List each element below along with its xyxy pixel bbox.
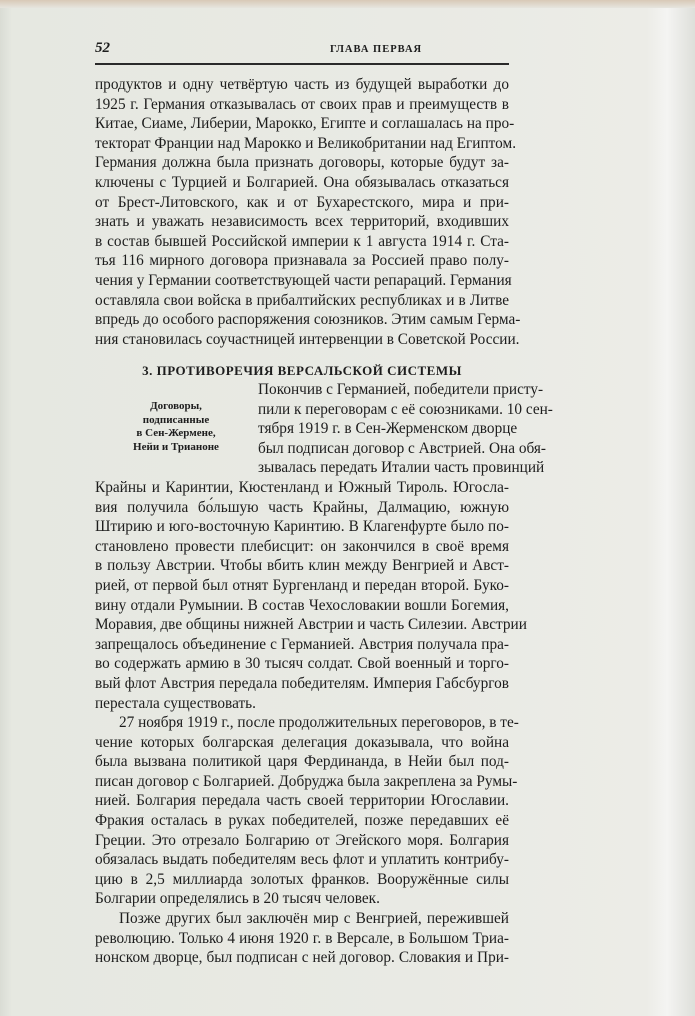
text-line: Фракия осталась в руках победителей, позже передавших её	[95, 811, 509, 829]
page-number: 52	[95, 40, 110, 56]
text-line: Греции. Это отрезало Болгарию от Эгейского моря. Болгария	[95, 831, 509, 849]
paragraph-block-4	[95, 909, 509, 968]
text-line: вия получила бо́льшую часть Крайны, Далмацию, южную	[95, 498, 509, 516]
text-line: становлено провести плебисцит: он закончился в своё время	[95, 537, 509, 555]
text-line: писан договор с Болгарией. Добруджа была закреплена за Румы-	[95, 772, 518, 790]
text-line: зывалась передать Италии часть провинций	[258, 459, 545, 477]
text-line: 1925 г. Германия отказывалась от своих прав и преимуществ в	[95, 95, 509, 113]
paragraph-block-2-narrow	[258, 380, 553, 478]
text-line: тья 116 мирного договора признавала за Россией право полу-	[95, 252, 509, 270]
text-line: в состав бывшей Российской империи к 1 августа 1914 г. Ста-	[95, 232, 509, 250]
text-line: перестала существовать.	[95, 694, 256, 712]
running-head: ГЛАВА ПЕРВАЯ	[330, 44, 423, 55]
text-line: ния становилась соучастницей интервенции в Советской России.	[95, 330, 520, 348]
text-line: вину отдали Румынии. В состав Чехословакии вошли Богемия,	[95, 596, 509, 614]
text-line: Китае, Сиаме, Либерии, Марокко, Египте и соглашалась на про-	[95, 115, 515, 133]
text-line: пили к переговорам с её союзниками. 10 сен-	[258, 400, 553, 418]
text-line: ключены с Турцией и Болгарией. Она обязывалась отказаться	[95, 173, 509, 191]
page-top-edge	[0, 0, 695, 8]
text-line: Позже других был заключён мир с Венгрией, пережившей	[119, 910, 509, 927]
text-line: текторат Франции над Марокко и Великобритании над Египтом.	[95, 134, 517, 152]
paragraph-block-2	[95, 478, 527, 713]
text-line: Болгарии определялись в 20 тысяч человек.	[95, 890, 380, 908]
text-line: чения у Германии соответствующей части репараций. Германия	[95, 271, 512, 289]
margin-note-line: в Сен-Жермене,	[136, 427, 216, 439]
text-line: впредь до особого распоряжения союзников. Этим самым Герма-	[95, 311, 521, 329]
text-line: рией, от первой был отнят Бургенланд и передан второй. Буко-	[95, 576, 509, 594]
paragraph-block-3	[95, 713, 519, 909]
paragraph-block-1	[95, 75, 521, 349]
text-line: нией. Болгария передала часть своей территории Югославии.	[95, 792, 509, 810]
text-line: Крайны и Каринтии, Кюстенланд и Южный Тироль. Югосла-	[95, 479, 509, 496]
margin-note-line: Нейи и Трианоне	[133, 440, 219, 453]
text-line: продуктов и одну четвёртую часть из будущей выработки до	[95, 76, 509, 93]
text-line: от Брест-Литовского, как и от Бухарестского, мира и при-	[95, 193, 509, 211]
text-line: была вызвана политикой царя Фердинанда, в Нейи был под-	[95, 753, 509, 771]
text-line: Германия должна была признать договоры, которые будут за-	[95, 154, 509, 172]
text-line: знать и уважать независимость всех территорий, входивших	[95, 213, 509, 231]
text-line: во содержать армию в 30 тысяч солдат. Свой военный и торго-	[95, 655, 509, 673]
margin-note-line: Договоры,	[150, 400, 202, 412]
text-line: революцию. Только 4 июня 1920 г. в Версале, в Большом Триа-	[95, 929, 509, 947]
section-heading: 3. ПРОТИВОРЕЧИЯ ВЕРСАЛЬСКОЙ СИСТЕМЫ	[142, 363, 462, 378]
text-line: был подписан договор с Австрией. Она обя-	[258, 439, 546, 457]
text-line: Штирию и юго-восточную Каринтию. В Клагенфурте было по-	[95, 518, 509, 536]
text-line: Моравия, две общины нижней Австрии и часть Силезии. Австрии	[95, 616, 527, 634]
margin-note	[95, 400, 257, 454]
text-line: Покончив с Германией, победители присту-	[258, 381, 544, 398]
text-line: оставляла свои войска в прибалтийских республиках и в Литве	[95, 291, 509, 309]
text-line: тября 1919 г. в Сен-Жерменском дворце	[258, 420, 518, 438]
text-line: цию в 2,5 миллиарда золотых франков. Вооружённые силы	[95, 870, 509, 888]
page-header	[95, 40, 510, 62]
margin-note-line: подписанные	[142, 413, 210, 426]
text-line: запрещалось объединение с Германией. Австрия получала пра-	[95, 635, 509, 653]
header-rule	[95, 63, 509, 65]
text-line: нонском дворце, был подписан с ней договор. Словакия и При-	[95, 949, 509, 967]
text-line: вый флот Австрия передала победителям. Империя Габсбургов	[95, 674, 509, 692]
text-line: 27 ноября 1919 г., после продолжительных переговоров, в те-	[119, 714, 519, 731]
text-line: чение которых болгарская делегация доказывала, что война	[95, 733, 509, 751]
text-line: обязалась выдать победителям весь флот и уплатить контрибу-	[95, 851, 509, 869]
text-line: в пользу Австрии. Чтобы вбить клин между Венгрией и Авст-	[95, 557, 509, 575]
